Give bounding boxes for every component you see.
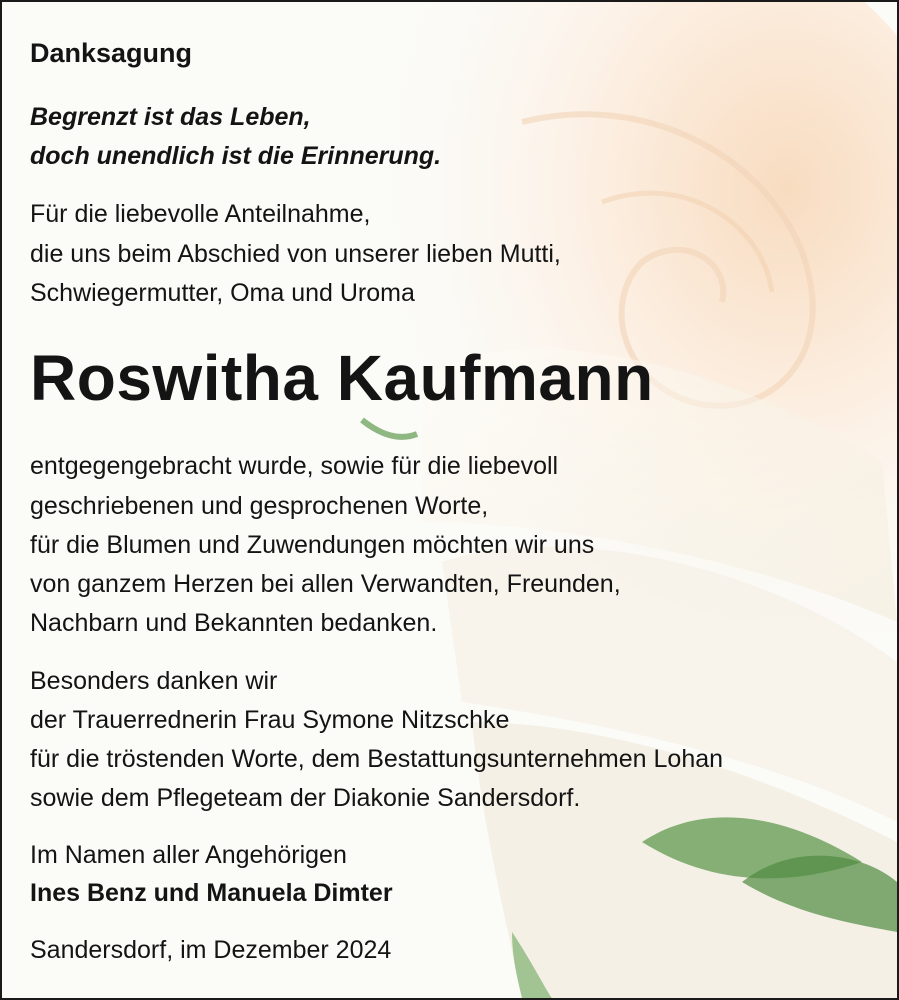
intro-line-2: die uns beim Abschied von unserer lieben Mutti, [30,240,561,268]
signature-preamble: Im Namen aller Angehörigen [30,841,347,869]
heading: Danksagung [30,38,193,68]
special-thanks-line-4: sowie dem Pflegeteam der Diakonie Sandersdorf. [30,784,581,812]
place-date: Sandersdorf, im Dezember 2024 [30,936,392,964]
special-thanks-line-2: der Trauerrednerin Frau Symone Nitzschke [30,706,510,734]
thanks-line-2: geschriebenen und gesprochenen Worte, [30,492,489,520]
special-thanks-line-3: für die tröstenden Worte, dem Bestattungsunternehmen Lohan [30,745,724,773]
thanks-line-5: Nachbarn und Bekannten bedanken. [30,609,438,637]
intro-line-3: Schwiegermutter, Oma und Uroma [30,279,415,307]
motto-line-1: Begrenzt ist das Leben, [30,103,311,131]
motto-line-2: doch unendlich ist die Erinnerung. [30,142,442,170]
thanks-line-1: entgegengebracht wurde, sowie für die liebevoll [30,452,559,480]
special-thanks-line-1: Besonders danken wir [30,667,278,695]
thanks-line-3: für die Blumen und Zuwendungen möchten wir uns [30,531,595,559]
intro-line-1: Für die liebevolle Anteilnahme, [30,200,371,228]
thanks-line-4: von ganzem Herzen bei allen Verwandten, Freunden, [30,570,621,598]
signature-names: Ines Benz und Manuela Dimter [30,879,393,907]
deceased-name: Roswitha Kaufmann [30,342,654,414]
